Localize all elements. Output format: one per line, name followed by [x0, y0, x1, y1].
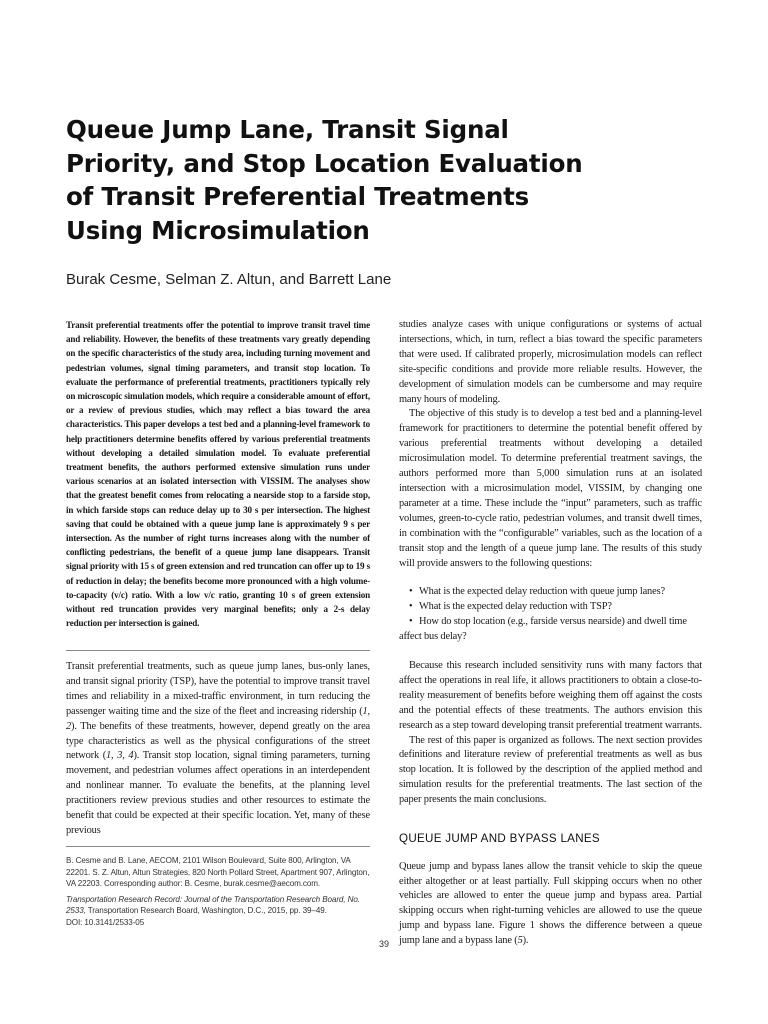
- bullet-icon: •: [409, 586, 413, 598]
- list-item: • What is the expected delay reduction with queue jump lanes?: [399, 585, 702, 600]
- citation: 1, 2: [66, 705, 370, 732]
- list-item: • What is the expected delay reduction with TSP?: [399, 600, 702, 615]
- bullet-icon: •: [409, 601, 413, 613]
- list-item: • How do stop location (e.g., farside versus nearside) and dwell time affect bus delay?: [399, 616, 687, 643]
- citation: 1, 3, 4: [106, 750, 134, 762]
- question-list: [399, 585, 702, 645]
- footnote-divider: [66, 846, 370, 847]
- page-number: 39: [378, 939, 389, 949]
- body-paragraph: Because this research included sensitivity runs with many factors that affect the operations in real life, it allows practitioners to obtain a close-to-reality measurement of benefits before weighing them off against the costs and the potential effects of these treatments. The authors envision this research as a step toward developing transit preferential treatment warrants.: [399, 660, 702, 731]
- title-line: Using Microsimulation: [66, 215, 370, 245]
- body-paragraph: The rest of this paper is organized as follows. The next section provides definitions and literature review of preferential treatments as well as bus stop location. It is followed by the description of the applied method and simulation results for the preferential treatments. The last section of the paper presents the main conclusions.: [399, 734, 702, 806]
- paper-title: [66, 113, 686, 247]
- title-line: of Transit Preferential Treatments: [66, 182, 530, 211]
- right-column: [399, 318, 702, 808]
- section-body: [399, 860, 702, 948]
- intro-paragraph: Transit preferential treatments, such as queue jump lanes, bus-only lanes, and transit signal priority (TSP), have the potential to improve transit travel times and reliability in a mixed-traffic environment, in turn reducing the passenger waiting time and the size of the fleet and increasing ridership (1, 2). The benefits of these treatments, however, depend greatly on the area type characteristics as well as the physical configurations of the street network (1, 3, 4). Transit stop location, signal timing parameters, turning movement, and pedestrian volumes affect operations in an interdependent and nonlinear manner. To evaluate the benefits, at the planning level practitioners review previous studies and other resources to estimate the benefit that could be expected at their specific location. Yet, many of these previous: [66, 661, 370, 836]
- author-list: Burak Cesme, Selman Z. Altun, and Barrett Lane: [66, 271, 392, 288]
- journal-name: Transportation Research Record: Journal of the Transportation Research Board, No. 2533,: [66, 894, 360, 916]
- citation-info: Transportation Research Record: Journal of the Transportation Research Board, No. 2533, Transportation Research Board, Washington, D.C., 2015, pp. 39–49. DOI: 10.3141/2533-05: [66, 894, 360, 927]
- body-paragraph: Queue jump and bypass lanes allow the transit vehicle to skip the queue either altogether or at least partially. Full skipping occurs when no other vehicles are allowed to enter the queue jump and bypass area. Partial skipping occurs when right-turning vehicles are allowed to use the queue jump and bypass lane. Figure 1 shows the difference between a queue jump lane and a bypass lane (5).: [399, 861, 702, 946]
- abstract-divider: [66, 650, 370, 651]
- author-affiliations: B. Cesme and B. Lane, AECOM, 2101 Wilson Boulevard, Suite 800, Arlington, VA 22201. S. Z. Altun, Altun Strategies, 820 North Pollard Street, Apartment 907, Arlington, VA 22203. Corresponding author: B. Cesme, burak.cesme@aecom.com.: [66, 856, 370, 889]
- body-paragraph: studies analyze cases with unique configurations or systems of actual intersections, which, in turn, reflect a bias toward the specific parameters that were used. If calibrated properly, microsimulation models can reflect site-specific conditions and provide more reliable results. However, the development of simulation models can be cumbersome and may require many hours of modeling.: [399, 319, 702, 405]
- footnote: [66, 855, 370, 929]
- body-paragraph: The objective of this study is to develop a test bed and a planning-level framework for practitioners to determine the potential benefit offered by various preferential treatments without developing a detailed microsimulation model. To determine preferential treatment savings, the authors performed more than 5,000 simulation runs at an isolated intersection with a microsimulation model, VISSIM, by changing one parameter at a time. These include the “input” parameters, such as traffic volumes, green-to-cycle ratio, pedestrian volumes, and transit dwell times, in combination with the “configurable” variables, such as the location of a transit stop and the length of a queue jump lane. The results of this study will provide answers to the following questions:: [399, 408, 702, 569]
- bullet-icon: •: [409, 616, 413, 628]
- section-heading: QUEUE JUMP AND BYPASS LANES: [399, 832, 600, 845]
- title-line: Priority, and Stop Location Evaluation: [66, 148, 583, 178]
- doi: DOI: 10.3141/2533-05: [66, 917, 145, 927]
- abstract-text: Transit preferential treatments offer the potential to improve transit travel time and reliability. However, the benefits of these treatments vary greatly depending on the specific characteristics of the study area, including turning movement and pedestrian volumes, signal timing parameters, and transit stop location. To evaluate the performance of preferential treatments, practitioners typically rely on microscopic simulation models, which require a considerable amount of effort, or a review of previous studies, which may reflect a bias toward the area characteristics. This paper develops a test bed and a planning-level framework to help practitioners determine benefits offered by various preferential treatments without developing a detailed simulation model. To evaluate preferential treatment benefits, the authors performed extensive simulation runs under various scenarios at an isolated intersection with VISSIM. The analyses show that the greatest benefit comes from relocating a nearside stop to a farside stop, in which farside stops can reduce delay up to 30 s per intersection. The highest saving that could be obtained with a queue jump lane is approximately 9 s per intersection. As the number of right turns increases along with the number of conflicting pedestrians, the benefit of a queue jump lane disappears. Transit signal priority with 15 s of green extension and red truncation can offer up to 19 s of reduction in delay; the benefits become more pronounced with a high volume-to-capacity (v/c) ratio. With a low v/c ratio, granting 10 s of green extension without red truncation provides very marginal benefits; only a 2-s delay reduction per intersection is gained.: [66, 320, 370, 629]
- introduction: [66, 660, 370, 839]
- citation: 5: [517, 934, 523, 946]
- title-line: Queue Jump Lane, Transit Signal: [66, 115, 509, 144]
- abstract: [66, 318, 370, 630]
